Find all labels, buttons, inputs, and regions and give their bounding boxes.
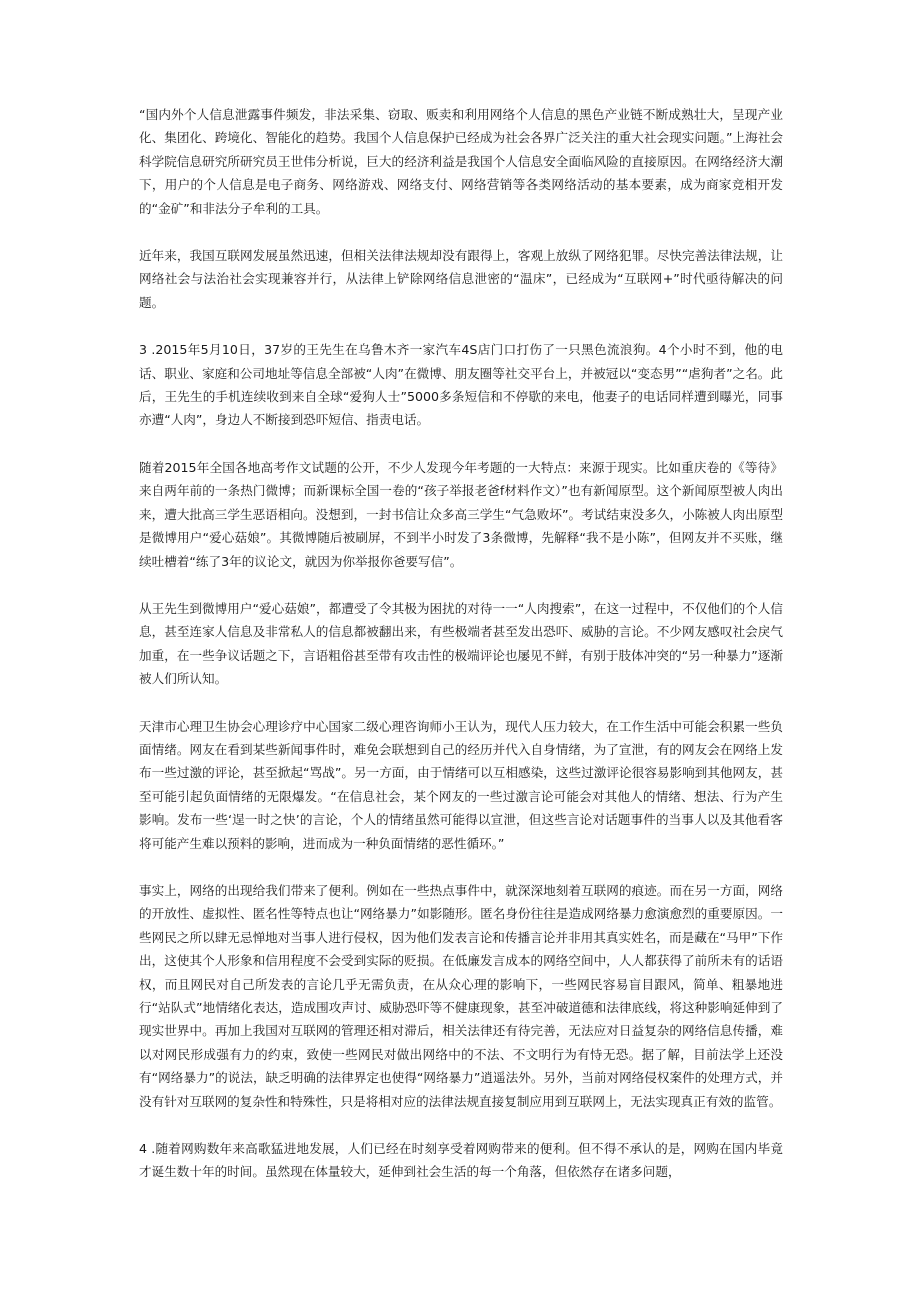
paragraph-case-wang: 3 .2015年5月10日，37岁的王先生在乌鲁木齐一家汽车4S店门口打伤了一只黑色流浪狗。4个小时不到，他的电话、职业、家庭和公司地址等信息全部被“人肉”在微博、朋友圈等社交平台上，并被冠以“变态男”“虐狗者”之名。此后，王先生的手机连续收到来自全球“爱狗人士”5000多条短信和不停歇的来电，他妻子的电话同样遭到曝光，同事亦遭“人肉”，身边人不断接到恐吓短信、指责电话。 (139, 342, 783, 428)
paragraph-online-shopping: 4 .随着网购数年来高歌猛进地发展，人们已经在时刻享受着网购带来的便利。但不得不承认的是，网购在国内毕竟才诞生数十年的时间。虽然现在体量较大，延伸到社会生活的每一个角落，但依然存在诸多问题， (139, 1141, 783, 1180)
paragraph-law-improvement: 近年来，我国互联网发展虽然迅速，但相关法律法规却没有跟得上，客观上放纵了网络犯罪。尽快完善法律法规，让网络社会与法治社会实现兼容并行，从法律上铲除网络信息泄密的“温床”，已经成为“互联网+”时代亟待解决的问题。 (139, 248, 783, 310)
paragraph-cyber-violence-causes: 事实上，网络的出现给我们带来了便利。例如在一些热点事件中，就深深地刻着互联网的痕迹。而在另一方面，网络的开放性、虚拟性、匿名性等特点也让“网络暴力”如影随形。匿名身份往往是造成网络暴力愈演愈烈的重要原因。一些网民之所以肆无忌惮地对当事人进行侵权，因为他们发表言论和传播言论并非用其真实姓名，而是藏在“马甲”下作出，这使其个人形象和信用程度不会受到实际的贬损。在低廉发言成本的网络空间中，人人都获得了前所未有的话语权，而且网民对自己所发表的言论几乎无需负责，在从众心理的影响下，一些网民容易盲目跟风，简单、粗暴地进行“站队式”地情绪化表达，造成围攻声讨、威胁恐吓等不健康现象，甚至冲破道德和法律底线，将这种影响延伸到了现实世界中。再加上我国对互联网的管理还相对滞后，相关法律还有待完善，无法应对日益复杂的网络信息传播，难以对网民形成强有力的约束，致使一些网民对做出网络中的不法、不文明行为有恃无恐。据了解，目前法学上还没有“网络暴力”的说法，缺乏明确的法律界定也使得“网络暴力”逍遥法外。另外，当前对网络侵权案件的处理方式，并没有针对互联网的复杂性和特殊性，只是将相对应的法律法规直接复制应用到互联网上，无法实现真正有效的监管。 (139, 882, 783, 1109)
paragraph-human-flesh-search: 从王先生到微博用户“爱心菇娘”，都遭受了令其极为困扰的对待一一“人肉搜索”，在这一过程中，不仅他们的个人信息，甚至连家人信息及非常私人的信息都被翻出来，有些极端者甚至发出恐吓、威胁的言论。不少网友感叹社会戾气加重，在一些争议话题之下，言语粗俗甚至带有攻击性的极端评论也屡见不鲜，有别于肢体冲突的“另一种暴力”逐渐被人们所认知。 (139, 600, 783, 687)
document-body (139, 103, 783, 1208)
paragraph-gaokao-essay: 随着2015年全国各地高考作文试题的公开，不少人发现今年考题的一大特点：来源于现实。比如重庆卷的《等待》来自两年前的一条热门微博；而新课标全国一卷的“孩子举报老爸f材料作文）”也有新闻原型。这个新闻原型被人肉出来，遭大批高三学生恶语相向。没想到，一封书信让众多高三学生“气急败坏”。考试结束没多久，小陈被人肉出原型是微博用户“爱心菇娘”。其微博随后被刷屏，不到半小时发了3条微博，先解释“我不是小陈”，但网友并不买账，继续吐槽着“练了3年的议论文，就因为你举报你爸要写信”。 (139, 459, 783, 569)
paragraph-personal-info-leak: “国内外个人信息泄露事件频发，非法采集、窃取、贩卖和利用网络个人信息的黑色产业链不断成熟壮大，呈现产业化、集团化、跨境化、智能化的趋势。我国个人信息保护已经成为社会各界广泛关注的重大社会现实问题。”上海社会科学院信息研究所研究员王世伟分析说，巨大的经济利益是我国个人信息安全面临风险的直接原因。在网络经济大潮下，用户的个人信息是电子商务、网络游戏、网络支付、网络营销等各类网络活动的基本要素，成为商家竞相开发的“金矿”和非法分子牟利的工具。 (139, 107, 783, 216)
paragraph-psychologist-view: 天津市心理卫生协会心理诊疗中心国家二级心理咨询师小王认为，现代人压力较大，在工作生活中可能会积累一些负面情绪。网友在看到某些新闻事件时，难免会联想到自己的经历并代入自身情绪，为了宣泄，有的网友会在网络上发布一些过激的评论，甚至掀起“骂战”。另一方面，由于情绪可以互相感染，这些过激评论很容易影响到其他网友，甚至可能引起负面情绪的无限爆发。“在信息社会，某个网友的一些过激言论可能会对其他人的情绪、想法、行为产生影响。发布一些‘逞一时之快’的言论，个人的情绪虽然可能得以宣泄，但这些言论对话题事件的当事人以及其他看客将可能产生难以预料的影响，进而成为一种负面情绪的恶性循环。” (139, 718, 783, 851)
